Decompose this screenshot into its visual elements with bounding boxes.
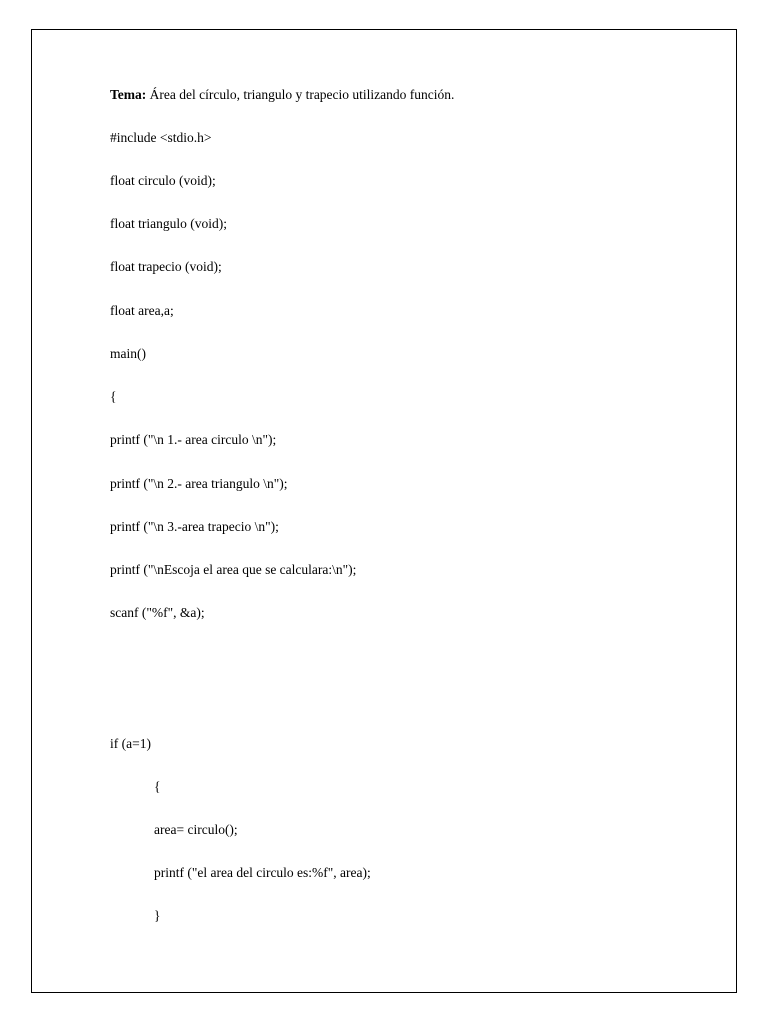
code-line: main() — [110, 346, 146, 361]
code-line: if (a=1) — [110, 736, 151, 751]
title-text: Área del círculo, triangulo y trapecio utilizando función. — [146, 87, 455, 102]
title-label: Tema: — [110, 87, 147, 102]
code-line: #include <stdio.h> — [110, 130, 212, 145]
document-title — [110, 87, 454, 103]
code-line: printf ("\n 3.-area trapecio \n"); — [110, 519, 279, 534]
code-line: } — [154, 908, 161, 923]
code-line: { — [110, 389, 117, 404]
code-line: scanf ("%f", &a); — [110, 605, 205, 620]
code-line: printf ("\n 2.- area triangulo \n"); — [110, 476, 288, 491]
code-line: float circulo (void); — [110, 173, 216, 188]
code-line: printf ("el area del circulo es:%f", area); — [154, 865, 371, 880]
code-line: { — [154, 779, 161, 794]
code-line: float trapecio (void); — [110, 259, 222, 274]
code-line: printf ("\nEscoja el area que se calculara:\n"); — [110, 562, 357, 577]
code-line: float triangulo (void); — [110, 216, 227, 231]
code-line: printf ("\n 1.- area circulo \n"); — [110, 432, 277, 447]
code-line: area= circulo(); — [154, 822, 238, 837]
code-line: float area,a; — [110, 303, 174, 318]
